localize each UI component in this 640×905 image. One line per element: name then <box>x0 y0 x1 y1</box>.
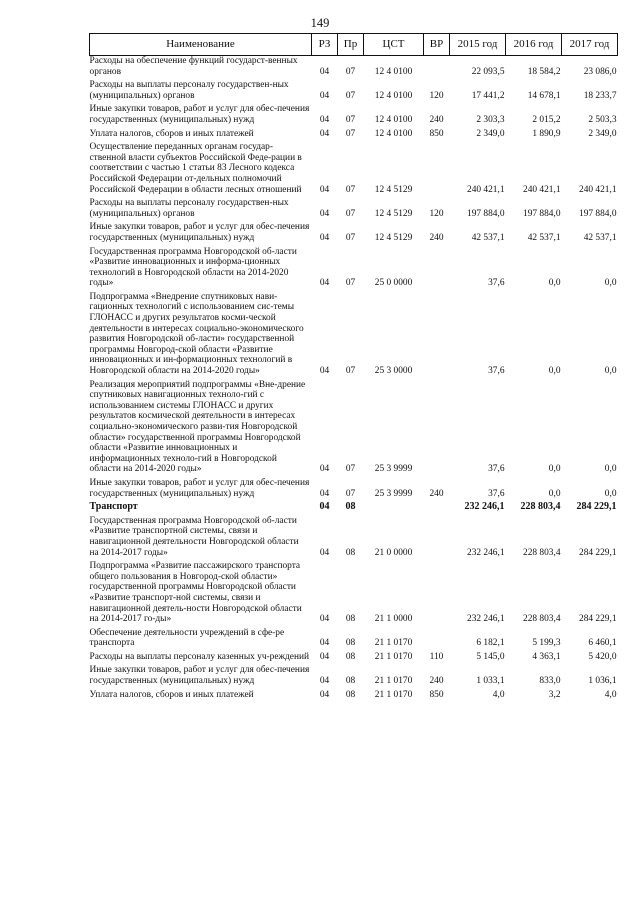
row-rz: 04 <box>319 547 330 558</box>
row-rz: 04 <box>319 488 330 499</box>
table-row <box>90 129 618 143</box>
row-name: Государственная программа Новгородской об-ласти «Развитие транспортной системы, связи и навигационной деятельности Новгородской области на 2014-2017 годы» <box>89 515 299 558</box>
row-2015: 5 145,0 <box>476 651 505 662</box>
row-vr <box>424 247 450 292</box>
row-vr: 850 <box>429 689 444 700</box>
table-row <box>90 561 618 628</box>
row-pr: 07 <box>345 488 356 499</box>
row-2015: 2 349,0 <box>476 128 505 139</box>
row-vr: 850 <box>429 128 444 139</box>
row-2015: 17 441,2 <box>471 90 505 101</box>
row-vr <box>424 380 450 478</box>
row-vr <box>424 292 450 380</box>
row-pr: 07 <box>345 278 356 289</box>
row-2015: 22 093,5 <box>471 66 505 77</box>
row-vr: 120 <box>429 208 444 219</box>
row-pr: 07 <box>345 114 356 125</box>
row-2017: 42 537,1 <box>583 232 617 243</box>
row-2015: 37,6 <box>488 488 505 499</box>
row-rz: 04 <box>319 184 330 195</box>
row-pr: 08 <box>345 689 356 700</box>
row-name: Транспорт <box>89 501 138 513</box>
row-cst <box>364 502 424 516</box>
row-2017: 197 884,0 <box>579 208 617 219</box>
row-2016: 4 363,1 <box>532 651 561 662</box>
row-cst: 12 4 0100 <box>374 66 413 77</box>
header-2016: 2016 год <box>506 34 562 56</box>
row-rz: 04 <box>319 638 330 649</box>
row-rz: 04 <box>319 676 330 687</box>
row-pr: 08 <box>345 547 356 558</box>
table-header-row <box>90 34 618 56</box>
header-name: Наименование <box>90 34 312 56</box>
row-2017: 23 086,0 <box>583 66 617 77</box>
row-pr: 07 <box>345 232 356 243</box>
row-pr: 07 <box>345 184 356 195</box>
row-cst: 25 0 0000 <box>374 278 413 289</box>
table-row <box>90 690 618 704</box>
row-rz: 04 <box>319 501 330 513</box>
budget-table <box>89 33 618 703</box>
row-2016: 14 678,1 <box>527 90 561 101</box>
row-name: Осуществление переданных органам государ-ственной власти субъектов Российской Феде-рации в соответствии с частью 1 статьи 83 Лесного кодекса Российской Федерации от-дельных полномочий Российской Федерации в области лесных отношений <box>89 142 302 195</box>
row-2017: 284 229,1 <box>579 547 617 558</box>
row-cst: 25 3 9999 <box>374 488 413 499</box>
row-2017: 2 349,0 <box>588 128 617 139</box>
row-cst: 21 1 0000 <box>374 614 413 625</box>
row-name: Уплата налогов, сборов и иных платежей <box>89 128 254 139</box>
row-cst: 21 1 0170 <box>374 689 413 700</box>
row-2016: 0,0 <box>548 464 561 475</box>
row-name: Государственная программа Новгородской об-ласти «Развитие инновационных и информа-ционных технологий в Новгородской области на 2014-2020 годы» <box>89 246 297 289</box>
header-2017: 2017 год <box>562 34 618 56</box>
row-name: Расходы на выплаты персоналу государствен-ных (муниципальных) органов <box>89 80 289 101</box>
row-2015: 232 246,1 <box>467 614 505 625</box>
row-cst: 21 0 0000 <box>374 547 413 558</box>
row-rz: 04 <box>319 232 330 243</box>
row-name: Иные закупки товаров, работ и услуг для обес-печения государственных (муниципальных) нужд <box>89 222 310 243</box>
row-2016: 5 199,3 <box>532 638 561 649</box>
table-row <box>90 628 618 652</box>
row-pr: 07 <box>345 208 356 219</box>
table-body <box>90 56 618 704</box>
table-row <box>90 516 618 561</box>
row-cst: 12 4 5129 <box>374 184 413 195</box>
table-row <box>90 665 618 689</box>
row-rz: 04 <box>319 208 330 219</box>
row-pr: 07 <box>345 128 356 139</box>
row-pr: 07 <box>345 66 356 77</box>
header-2015: 2015 год <box>450 34 506 56</box>
row-vr: 240 <box>429 232 444 243</box>
row-2017: 0,0 <box>604 488 617 499</box>
row-2017: 18 233,7 <box>583 90 617 101</box>
row-2016: 197 884,0 <box>523 208 561 219</box>
row-rz: 04 <box>319 66 330 77</box>
row-rz: 04 <box>319 114 330 125</box>
row-2017: 2 503,3 <box>588 114 617 125</box>
row-2015: 37,6 <box>488 278 505 289</box>
row-2017: 284 229,1 <box>576 501 617 513</box>
row-2016: 0,0 <box>548 278 561 289</box>
row-2015: 4,0 <box>492 689 505 700</box>
row-vr <box>424 502 450 516</box>
row-rz: 04 <box>319 128 330 139</box>
row-pr: 07 <box>345 464 356 475</box>
row-2017: 4,0 <box>604 689 617 700</box>
row-2016: 1 890,9 <box>532 128 561 139</box>
row-2015: 1 033,1 <box>476 676 505 687</box>
table-row <box>90 142 618 198</box>
row-vr <box>424 628 450 652</box>
page-number: 149 <box>310 16 330 30</box>
row-vr <box>424 142 450 198</box>
row-cst: 12 4 0100 <box>374 114 413 125</box>
row-2017: 6 460,1 <box>588 638 617 649</box>
row-name: Подпрограмма «Внедрение спутниковых нави-гационных технологий с использованием сис-темы ГЛОНАСС и других результатов косми-ческой деятельности в интересах социально-экономического развития Новгородской об-ласти» государственной программы Новгород-ской области «Развитие инновационных и ин-формационных технологий в Новгородской области на 2014-2020 годы» <box>89 291 304 377</box>
row-rz: 04 <box>319 464 330 475</box>
table-row <box>90 478 618 502</box>
row-name: Обеспечение деятельности учреждений в сфе-ре транспорта <box>89 627 285 649</box>
row-name: Расходы на обеспечение функций государст-венных органов <box>89 56 298 77</box>
header-pr: Пр <box>338 34 364 56</box>
row-2017: 0,0 <box>604 366 617 377</box>
row-2015: 42 537,1 <box>471 232 505 243</box>
row-vr: 240 <box>429 114 444 125</box>
row-2015: 2 303,3 <box>476 114 505 125</box>
row-2016: 0,0 <box>548 366 561 377</box>
row-2016: 2 015,2 <box>532 114 561 125</box>
table-row <box>90 502 618 516</box>
row-vr: 240 <box>429 488 444 499</box>
row-name: Иные закупки товаров, работ и услуг для обес-печения государственных (муниципальных) нужд <box>89 477 310 499</box>
row-vr: 120 <box>429 90 444 101</box>
row-2016: 3,2 <box>548 689 561 700</box>
row-vr <box>424 56 450 81</box>
row-cst: 25 3 0000 <box>374 366 413 377</box>
row-2016: 833,0 <box>539 676 561 687</box>
table-row <box>90 198 618 222</box>
row-2015: 37,6 <box>488 464 505 475</box>
row-2016: 228 803,4 <box>523 547 561 558</box>
table-row <box>90 652 618 666</box>
row-2016: 228 803,4 <box>520 501 561 513</box>
row-vr: 240 <box>429 676 444 687</box>
table-row <box>90 292 618 380</box>
row-2016: 42 537,1 <box>527 232 561 243</box>
row-2017: 0,0 <box>604 464 617 475</box>
row-cst: 12 4 0100 <box>374 128 413 139</box>
row-cst: 21 1 0170 <box>374 651 413 662</box>
row-pr: 08 <box>345 676 356 687</box>
row-rz: 04 <box>319 689 330 700</box>
table-row <box>90 247 618 292</box>
header-vr: ВР <box>424 34 450 56</box>
row-rz: 04 <box>319 366 330 377</box>
table-row <box>90 222 618 246</box>
header-cst: ЦСТ <box>364 34 424 56</box>
row-2015: 240 421,1 <box>467 184 505 195</box>
row-pr: 08 <box>345 651 356 662</box>
row-name: Подпрограмма «Развитие пассажирского транспорта общего пользования в Новгород-ской области» государственной программы Новгородской области «Развитие транспорт-ной системы, связи и навигационной деятель-ности Новгородской области на 2014-2017 го-ды» <box>89 561 302 625</box>
row-name: Реализация мероприятий подпрограммы «Вне-дрение спутниковых навигационных техноло-гий с использованием системы ГЛОНАСС и других результатов космической деятельности в интересах социально-экономического разви-тия Новгородской области» государственной программы Новгородской области «Развитие инновационных и информационных техноло-гий в Новгородской области на 2014-2020 годы» <box>89 379 306 475</box>
row-2016: 228 803,4 <box>523 614 561 625</box>
row-pr: 07 <box>345 366 356 377</box>
row-name: Уплата налогов, сборов и иных платежей <box>89 689 254 700</box>
row-2016: 0,0 <box>548 488 561 499</box>
table-row <box>90 56 618 81</box>
row-2015: 232 246,1 <box>464 501 505 513</box>
row-name: Иные закупки товаров, работ и услуг для обес-печения государственных (муниципальных) нужд <box>89 665 310 687</box>
row-pr: 08 <box>345 501 356 513</box>
row-rz: 04 <box>319 651 330 662</box>
table-row <box>90 80 618 104</box>
row-cst: 12 4 5129 <box>374 232 413 243</box>
row-pr: 07 <box>345 90 356 101</box>
row-vr: 110 <box>429 651 444 662</box>
row-cst: 12 4 5129 <box>374 208 413 219</box>
row-rz: 04 <box>319 90 330 101</box>
row-name: Иные закупки товаров, работ и услуг для обес-печения государственных (муниципальных) нужд <box>89 104 310 125</box>
header-rz: РЗ <box>312 34 338 56</box>
row-name: Расходы на выплаты персоналу государствен-ных (муниципальных) органов <box>89 198 289 219</box>
row-2015: 37,6 <box>488 366 505 377</box>
row-2017: 1 036,1 <box>588 676 617 687</box>
row-2016: 240 421,1 <box>523 184 561 195</box>
row-2017: 284 229,1 <box>579 614 617 625</box>
row-cst: 21 1 0170 <box>374 676 413 687</box>
row-vr <box>424 516 450 561</box>
row-cst: 25 3 9999 <box>374 464 413 475</box>
row-rz: 04 <box>319 614 330 625</box>
row-2017: 0,0 <box>604 278 617 289</box>
row-pr: 08 <box>345 638 356 649</box>
row-2017: 5 420,0 <box>588 651 617 662</box>
row-cst: 12 4 0100 <box>374 90 413 101</box>
row-cst: 21 1 0170 <box>374 638 413 649</box>
table-row <box>90 104 618 128</box>
row-2015: 197 884,0 <box>467 208 505 219</box>
row-name: Расходы на выплаты персоналу казенных уч-реждений <box>89 651 309 662</box>
row-2016: 18 584,2 <box>527 66 561 77</box>
row-2015: 6 182,1 <box>476 638 505 649</box>
row-2017: 240 421,1 <box>579 184 617 195</box>
row-rz: 04 <box>319 278 330 289</box>
row-pr: 08 <box>345 614 356 625</box>
row-2015: 232 246,1 <box>467 547 505 558</box>
row-vr <box>424 561 450 628</box>
table-row <box>90 380 618 478</box>
